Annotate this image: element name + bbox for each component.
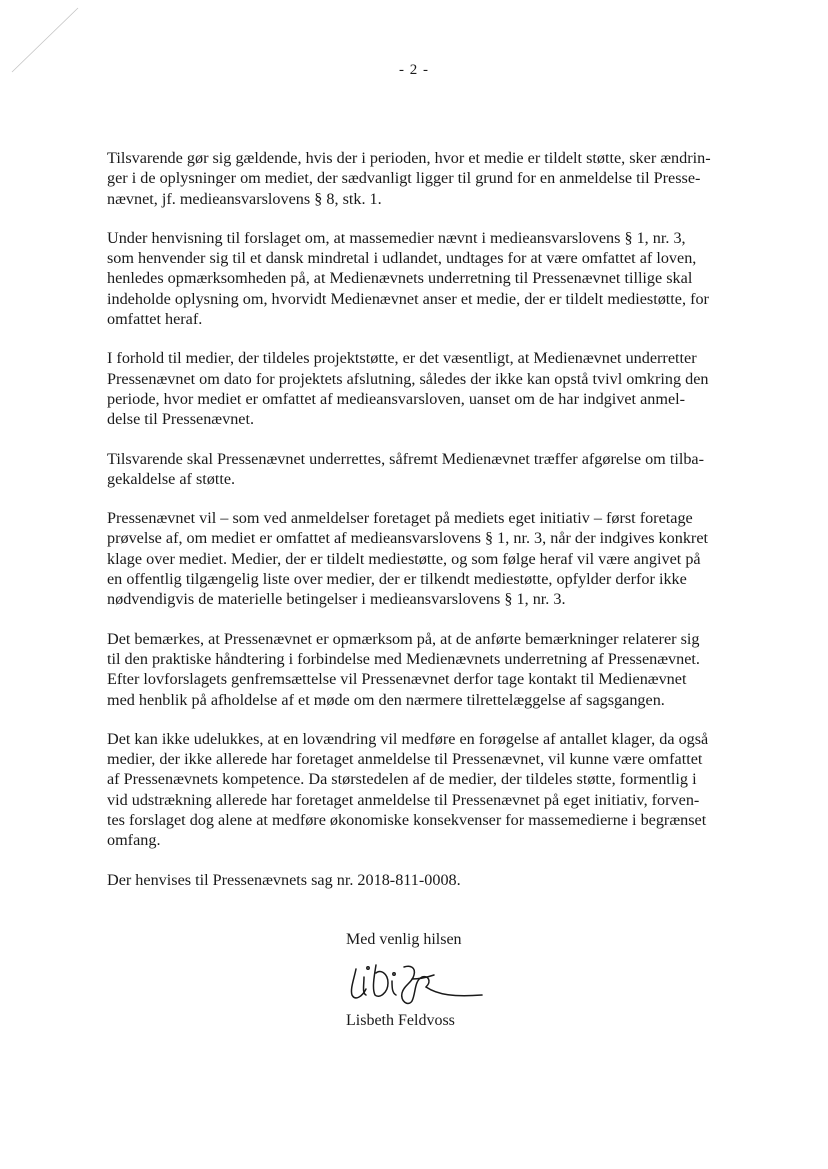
text-line: Tilsvarende gør sig gældende, hvis der i perioden, hvor et medie er tildelt støtte, sker ændrin-	[107, 149, 711, 167]
paragraph	[107, 449, 722, 490]
text-line: indeholde oplysning om, hvorvidt Medienævnet anser et medie, der er tildelt mediestøtte, for	[107, 289, 709, 308]
text-line: Det bemærkes, at Pressenævnet er opmærksom på, at de anførte bemærkninger relaterer sig	[107, 629, 700, 648]
text-line: til den praktiske håndtering i forbindelse med Medienævnets underretning af Pressenævnet.	[107, 649, 700, 668]
text-line: gekaldelse af støtte.	[107, 469, 236, 488]
text-line: Det kan ikke udelukkes, at en lovændring vil medføre en forøgelse af antallet klager, da også	[107, 729, 709, 748]
text-line: henledes opmærksomheden på, at Medienævnets underretning til Pressenævnet tillige skal	[107, 269, 693, 288]
text-line: nødvendigvis de materielle betingelser i medieansvarslovens § 1, nr. 3.	[107, 590, 566, 609]
paragraph	[107, 629, 722, 710]
signer-name: Lisbeth Feldvoss	[346, 1012, 455, 1029]
signature-image	[342, 955, 492, 1015]
text-line: vid udstrækning allerede har foretaget anmeldelse til Pressenævnet på eget initiativ, forven-	[107, 790, 700, 809]
text-line: ger i de oplysninger om mediet, der sædvanligt ligger til grund for en anmeldelse til Presse-	[107, 169, 701, 188]
text-line: medier, der ikke allerede har foretaget anmeldelse til Pressenævnet, vil kunne være omfattet	[107, 750, 703, 769]
text-line: Tilsvarende skal Pressenævnet underrettes, såfremt Medienævnet træffer afgørelse om tilba-	[107, 449, 704, 468]
closing-salutation: Med venlig hilsen	[346, 931, 462, 948]
text-line: Efter lovforslagets genfremsættelse vil Pressenævnet derfor tage kontakt til Medienævnet	[107, 670, 687, 689]
text-line: Pressenævnet vil – som ved anmeldelser foretaget på mediets eget initiativ – først foretage	[107, 509, 693, 528]
text-line: af Pressenævnets kompetence. Da størstedelen af de medier, der tildeles støtte, formentlig i	[107, 770, 697, 789]
text-line: en offentlig tilgængelig liste over medier, der er tilkendt mediestøtte, opfylder derfor ikke	[107, 570, 687, 589]
text-line: delse til Pressenævnet.	[107, 410, 255, 429]
paragraph	[107, 508, 722, 609]
text-line: omfattet heraf.	[107, 310, 203, 329]
text-line: tes forslaget dog alene at medføre økonomiske konsekvenser for massemedierne i begrænset	[107, 811, 707, 830]
text-line: som henvender sig til et dansk mindretal i udlandet, undtages for at være omfattet af loven,	[107, 249, 697, 268]
paragraph	[107, 348, 722, 429]
page-number: - 2 -	[399, 62, 429, 78]
text-line: prøvelse af, om mediet er omfattet af medieansvarslovens § 1, nr. 3, når der indgives konkret	[107, 529, 708, 548]
text-line: med henblik på afholdelse af et møde om den nærmere tilrettelæggelse af sagsgangen.	[107, 690, 665, 709]
text-line: omfang.	[107, 831, 161, 850]
text-line: Pressenævnet om dato for projektets afslutning, således der ikke kan opstå tvivl omkring den	[107, 369, 709, 388]
text-line: I forhold til medier, der tildeles projektstøtte, er det væsentligt, at Medienævnet underretter	[107, 349, 697, 368]
paragraph	[107, 228, 722, 329]
paragraph	[107, 870, 722, 890]
letter-body	[107, 148, 722, 890]
text-line: klage over mediet. Medier, der er tildelt mediestøtte, og som følge heraf vil være angivet på	[107, 549, 701, 568]
paragraph	[107, 148, 722, 209]
text-line: Under henvisning til forslaget om, at massemedier nævnt i medieansvarslovens § 1, nr. 3,	[107, 228, 686, 247]
text-line: nævnet, jf. medieansvarslovens § 8, stk. 1.	[107, 189, 382, 208]
text-line: periode, hvor mediet er omfattet af medieansvarsloven, uanset om de har indgivet anmel-	[107, 389, 686, 408]
paragraph	[107, 729, 722, 851]
text-line: Der henvises til Pressenævnets sag nr. 2018-811-0008.	[107, 870, 461, 889]
